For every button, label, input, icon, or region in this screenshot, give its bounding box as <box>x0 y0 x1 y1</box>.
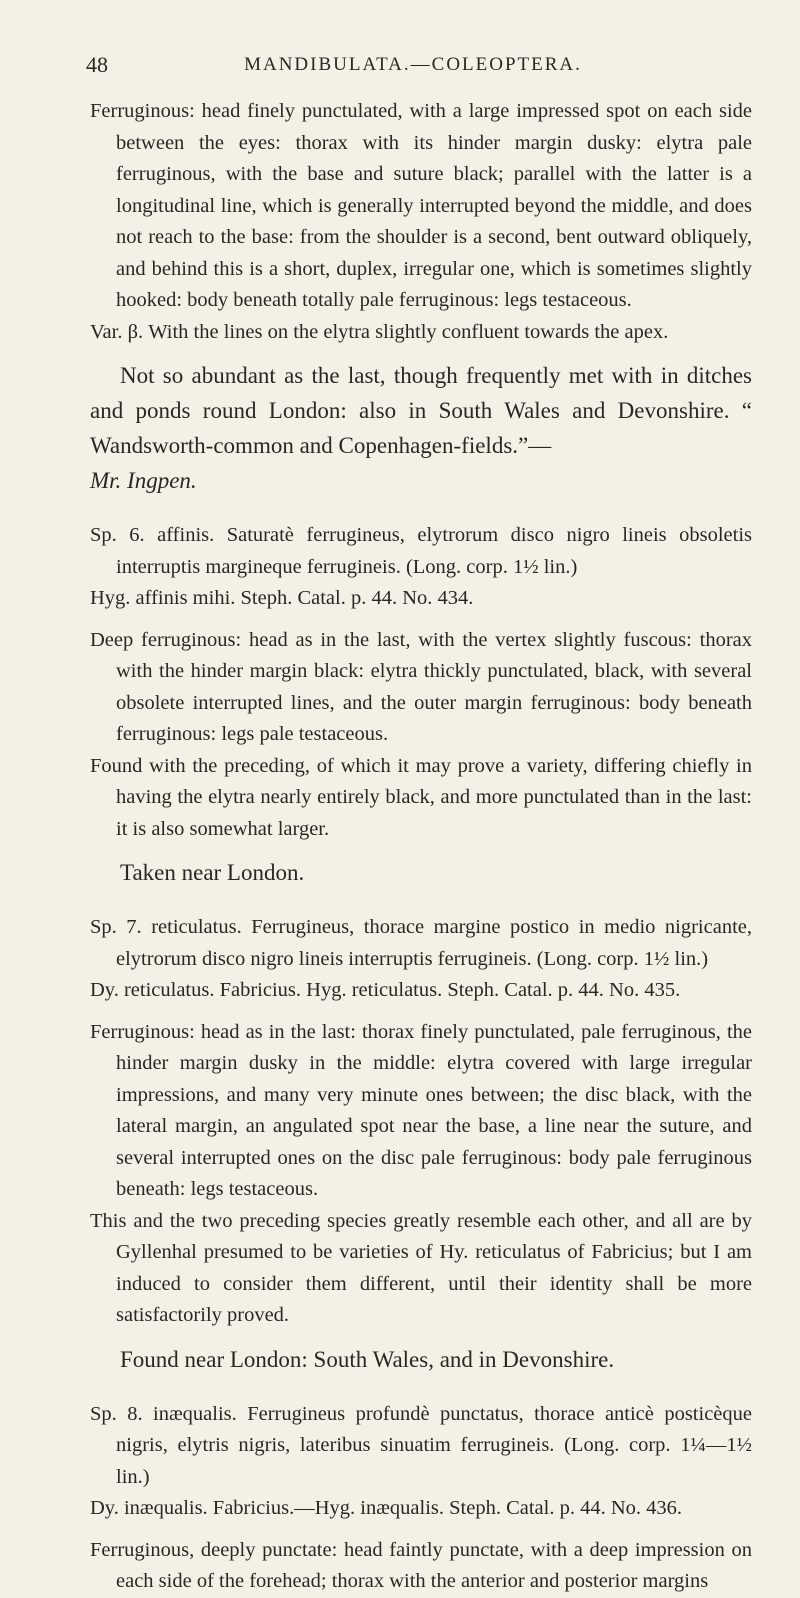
locality-paragraph: Found near London: South Wales, and in Devonshire. <box>120 1346 615 1372</box>
locality-paragraph: Not so abundant as the last, though frequently met with in ditches and ponds round London: also in South Wales and Devonshire. “ Wandsworth-common and Copenhagen-fields.”— <box>90 363 752 458</box>
page-number: 48 <box>86 52 108 77</box>
synonymy-line: Dy. inæqualis. Fabricius.—Hyg. inæqualis. Steph. Catal. p. 44. No. 436. <box>90 1497 683 1519</box>
description-paragraph: Ferruginous: head finely punctulated, with a large impressed spot on each side between the eyes: thorax with its hinder margin dusky: elytra pale ferruginous, with the base and suture black; parallel with the latter is a longitudinal line, which is generally interrupted beyond the middle, and does not reach to the base: from the shoulder is a second, bent outward obliquely, and behind this is a short, duplex, irregular one, which is sometimes slightly hooked: body beneath totally pale ferruginous: legs testaceous. <box>90 100 752 311</box>
species-diagnosis: Sp. 7. reticulatus. Ferrugineus, thorace margine postico in medio nigricante, elytrorum disco nigro lineis interruptis ferrugineis. (Long. corp. 1½ lin.) <box>90 916 752 970</box>
synonymy-line: Hyg. affinis mihi. Steph. Catal. p. 44. No. 434. <box>90 587 474 609</box>
running-title: MANDIBULATA.—COLEOPTERA. <box>244 54 582 75</box>
synonymy-line: Dy. reticulatus. Fabricius. Hyg. reticulatus. Steph. Catal. p. 44. No. 435. <box>90 979 681 1001</box>
description-paragraph: Ferruginous, deeply punctate: head faintly punctate, with a deep impression on each side of the forehead; thorax with the anterior and posterior margins <box>90 1538 752 1592</box>
species-diagnosis: Sp. 8. inæqualis. Ferrugineus profundè punctatus, thorace anticè posticèque nigris, elytris nigris, lateribus sinuatim ferrugineis. (Long. corp. 1¼—1½ lin.) <box>90 1402 752 1488</box>
page-header <box>86 52 740 82</box>
page-body <box>90 96 752 1598</box>
locality-attribution: Mr. Ingpen. <box>90 468 197 493</box>
remarks-paragraph: Found with the preceding, of which it may prove a variety, differing chiefly in having the elytra nearly entirely black, and more punctulated than in the last: it is also somewhat larger. <box>90 754 752 840</box>
remarks-paragraph: This and the two preceding species greatly resemble each other, and all are by Gyllenhal presumed to be varieties of Hy. reticulatus of Fabricius; but I am induced to consider them different, until their identity shall be more satisfactorily proved. <box>90 1209 752 1326</box>
variety-note: Var. β. With the lines on the elytra slightly confluent towards the apex. <box>90 320 669 343</box>
species-diagnosis: Sp. 6. affinis. Saturatè ferrugineus, elytrorum disco nigro lineis obsoletis interruptis margineque ferrugineis. (Long. corp. 1½ lin.) <box>90 524 752 578</box>
description-paragraph: Ferruginous: head as in the last: thorax finely punctulated, pale ferruginous, the hinder margin dusky in the middle: elytra covered with large irregular impressions, and many very minute ones between; the disc black, with the lateral margin, an angulated spot near the base, a line near the suture, and several interrupted ones on the disc pale ferruginous: body pale ferruginous beneath: legs testaceous. <box>90 1020 752 1200</box>
description-paragraph: Deep ferruginous: head as in the last, with the vertex slightly fuscous: thorax with the hinder margin black: elytra thickly punctulated, black, with several obsolete interrupted lines, and the outer margin ferruginous: body beneath ferruginous: legs pale testaceous. <box>90 628 752 745</box>
locality-paragraph: Taken near London. <box>120 860 305 885</box>
